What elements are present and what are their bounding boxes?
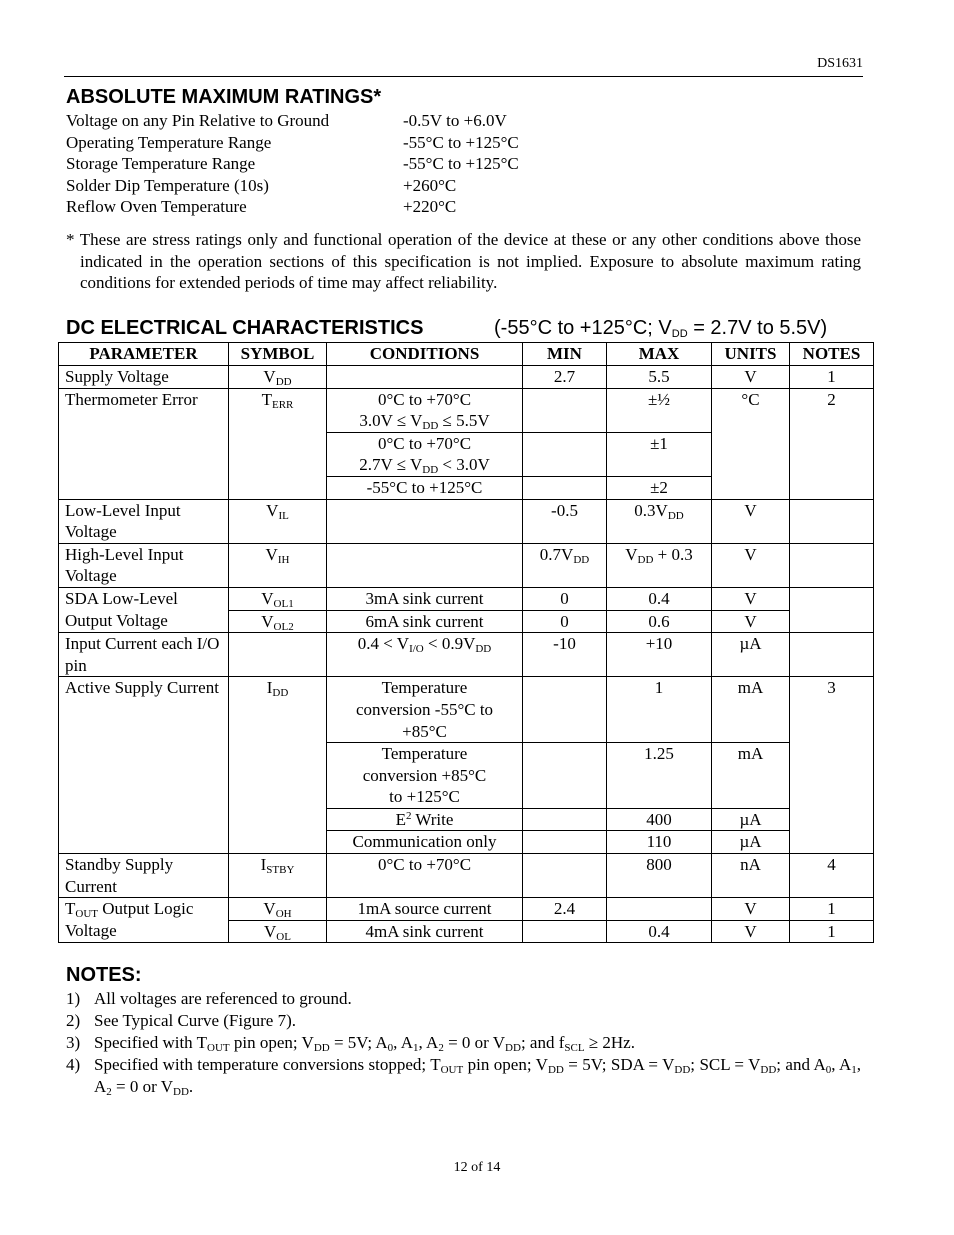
min-cell — [523, 831, 607, 854]
table-row — [59, 388, 874, 432]
min-cell — [523, 920, 607, 943]
max-cell: 0.6 — [607, 610, 712, 633]
units-cell: µA — [712, 633, 790, 677]
header-rule — [64, 76, 863, 77]
notes-cell: 1 — [790, 920, 874, 943]
col-header: UNITS — [712, 343, 790, 366]
amr-value: +260°C — [403, 175, 457, 195]
notes-cell: 4 — [790, 854, 874, 898]
units-cell: V — [712, 543, 790, 587]
table-row — [59, 499, 874, 543]
max-cell: +10 — [607, 633, 712, 677]
units-cell: µA — [712, 808, 790, 831]
amr-list — [66, 110, 519, 218]
conditions-cell — [327, 543, 523, 587]
table-row — [59, 543, 874, 587]
notes-cell: 1 — [790, 898, 874, 921]
units-cell: V — [712, 366, 790, 389]
param-cell: Active Supply Current — [59, 677, 229, 854]
conditions-cell: 0°C to +70°C $2.7V \le V_{DD} < 3.0V$ — [327, 432, 523, 476]
min-cell — [523, 743, 607, 809]
conditions-cell: 4mA sink current — [327, 920, 523, 943]
max-cell: 800 — [607, 854, 712, 898]
col-header: MAX — [607, 343, 712, 366]
param-cell: High-Level Input Voltage — [59, 543, 229, 587]
max-cell: ±½ — [607, 388, 712, 432]
col-header: PARAMETER — [59, 343, 229, 366]
units-cell: V — [712, 587, 790, 610]
units-cell: µA — [712, 831, 790, 854]
symbol-cell: $V_{OH}$ — [229, 898, 327, 921]
table-row — [59, 898, 874, 921]
amr-row — [66, 196, 519, 218]
min-cell — [523, 808, 607, 831]
units-cell: V — [712, 898, 790, 921]
conditions-cell: Communication only — [327, 831, 523, 854]
amr-row — [66, 175, 519, 197]
conditions-cell: 1mA source current — [327, 898, 523, 921]
dc-cond-sub: DD — [671, 328, 688, 340]
note-item: 4) Specified with temperature conversions stopped; $T_{OUT}$ pin open; $V_{DD} = 5V$; SDA = $V_{DD}$; SCL = $V_{DD}$; and $A_0$, $A_1$, $A_2 = 0$ or $V_{DD}$. — [66, 1055, 861, 1098]
amr-row — [66, 132, 519, 154]
max-cell: 0.4 — [607, 920, 712, 943]
page-number: 12 of 14 — [453, 1160, 501, 1175]
max-cell: ±1 — [607, 432, 712, 476]
table-row — [59, 366, 874, 389]
min-cell: 2.7 — [523, 366, 607, 389]
min-cell — [523, 476, 607, 499]
max-cell: ±2 — [607, 476, 712, 499]
symbol-cell: $V_{OL2}$ — [229, 610, 327, 633]
param-cell: Thermometer Error — [59, 388, 229, 499]
note-item: 1) All voltages are referenced to ground. — [66, 989, 352, 1008]
conditions-cell: 0°C to +70°C $3.0V \le V_{DD} \le 5.5V$ — [327, 388, 523, 432]
notes-cell — [790, 633, 874, 677]
max-cell: 0.4 — [607, 587, 712, 610]
col-header: NOTES — [790, 343, 874, 366]
min-cell — [523, 677, 607, 743]
conditions-cell: Temperature conversion -55°C to +85°C — [327, 677, 523, 743]
table-row — [59, 677, 874, 743]
amr-value: -55°C to +125°C — [403, 132, 519, 152]
notes-list — [66, 988, 861, 1098]
units-cell: V — [712, 499, 790, 543]
min-cell: 2.4 — [523, 898, 607, 921]
symbol-cell: $V_{DD}$ — [229, 366, 327, 389]
param-cell: SDA Low-Level Output Voltage — [59, 587, 229, 632]
max-cell: $V_{DD} + 0.3$ — [607, 543, 712, 587]
dc-cond-b: = 2.7V to 5.5V) — [687, 317, 828, 339]
notes-cell: 2 — [790, 388, 874, 499]
min-cell: $0.7V_{DD}$ — [523, 543, 607, 587]
symbol-cell: $I_{STBY}$ — [229, 854, 327, 898]
units-cell: °C — [712, 388, 790, 499]
units-cell: nA — [712, 854, 790, 898]
doc-id: DS1631 — [817, 56, 863, 71]
amr-param: Reflow Oven Temperature — [66, 197, 247, 216]
amr-row — [66, 110, 519, 132]
max-cell: 5.5 — [607, 366, 712, 389]
symbol-cell — [229, 633, 327, 677]
min-cell: 0 — [523, 610, 607, 633]
max-cell: $0.3V_{DD}$ — [607, 499, 712, 543]
conditions-cell: 6mA sink current — [327, 610, 523, 633]
amr-value: -55°C to +125°C — [403, 154, 519, 173]
conditions-cell — [327, 499, 523, 543]
table-header-row — [59, 343, 874, 366]
table-row — [59, 587, 874, 610]
symbol-cell: $V_{OL1}$ — [229, 587, 327, 610]
col-header: CONDITIONS — [327, 343, 523, 366]
min-cell: -10 — [523, 633, 607, 677]
notes-cell — [790, 543, 874, 587]
notes-cell — [790, 499, 874, 543]
param-cell: Low-Level Input Voltage — [59, 499, 229, 543]
conditions-cell: Temperature conversion +85°C to +125°C — [327, 743, 523, 809]
max-cell: 400 — [607, 808, 712, 831]
max-cell — [607, 898, 712, 921]
max-cell: 1.25 — [607, 743, 712, 809]
amr-param: Storage Temperature Range — [66, 154, 256, 173]
min-cell — [523, 854, 607, 898]
notes-cell: 1 — [790, 366, 874, 389]
units-cell: mA — [712, 677, 790, 743]
notes-cell: 3 — [790, 677, 874, 854]
note-item: 3) Specified with $T_{OUT}$ pin open; $V_{DD} = 5V$; $A_0$, $A_1$, $A_2 = 0$ or $V_{DD}$; and $f_{SCL} \ge 2Hz$. — [66, 1033, 635, 1054]
dc-conditions — [494, 317, 827, 340]
amr-footnote: * These are stress ratings only and functional operation of the device at these or any other conditions above those indicated in the operation sections of this specification is not implied. Exposure to absolute maximum rating conditions for extended periods of time may affect reliability. — [66, 230, 861, 292]
conditions-cell: 3mA sink current — [327, 587, 523, 610]
notes-title: NOTES: — [66, 964, 142, 986]
dc-table — [58, 342, 874, 943]
max-cell: 1 — [607, 677, 712, 743]
amr-param: Solder Dip Temperature (10s) — [66, 175, 269, 195]
conditions-cell: $0.4 < V_{I/O} < 0.9V_{DD}$ — [327, 633, 523, 677]
table-row — [59, 633, 874, 677]
symbol-cell: $T_{ERR}$ — [229, 388, 327, 499]
table-row — [59, 854, 874, 898]
amr-value: +220°C — [403, 197, 457, 216]
param-cell: Supply Voltage — [59, 366, 229, 389]
symbol-cell: $V_{OL}$ — [229, 920, 327, 943]
amr-title: ABSOLUTE MAXIMUM RATINGS* — [66, 86, 382, 108]
conditions-cell: $E^2$ Write — [327, 808, 523, 831]
max-cell: 110 — [607, 831, 712, 854]
amr-row — [66, 153, 519, 175]
conditions-cell: 0°C to +70°C — [327, 854, 523, 898]
symbol-cell: $V_{IH}$ — [229, 543, 327, 587]
dc-title — [66, 317, 860, 340]
amr-param: Voltage on any Pin Relative to Ground — [66, 111, 330, 130]
min-cell: -0.5 — [523, 499, 607, 543]
param-cell: $T_{OUT}$ Output Logic Voltage — [59, 898, 229, 943]
note-item: 2) See Typical Curve (Figure 7). — [66, 1011, 296, 1030]
units-cell: mA — [712, 743, 790, 809]
units-cell: V — [712, 610, 790, 633]
dc-title-text: DC ELECTRICAL CHARACTERISTICS — [66, 317, 424, 339]
amr-param: Operating Temperature Range — [66, 132, 272, 152]
param-cell: Standby Supply Current — [59, 854, 229, 898]
symbol-cell: $V_{IL}$ — [229, 499, 327, 543]
min-cell — [523, 388, 607, 432]
min-cell: 0 — [523, 587, 607, 610]
conditions-cell — [327, 366, 523, 389]
dc-cond-a: (-55°C to +125°C; V — [494, 317, 672, 339]
col-header: MIN — [523, 343, 607, 366]
symbol-cell: $I_{DD}$ — [229, 677, 327, 854]
col-header: SYMBOL — [229, 343, 327, 366]
conditions-cell: -55°C to +125°C — [327, 476, 523, 499]
notes-cell — [790, 587, 874, 632]
amr-value: -0.5V to +6.0V — [403, 111, 507, 130]
units-cell: V — [712, 920, 790, 943]
param-cell: Input Current each I/O pin — [59, 633, 229, 677]
min-cell — [523, 432, 607, 476]
